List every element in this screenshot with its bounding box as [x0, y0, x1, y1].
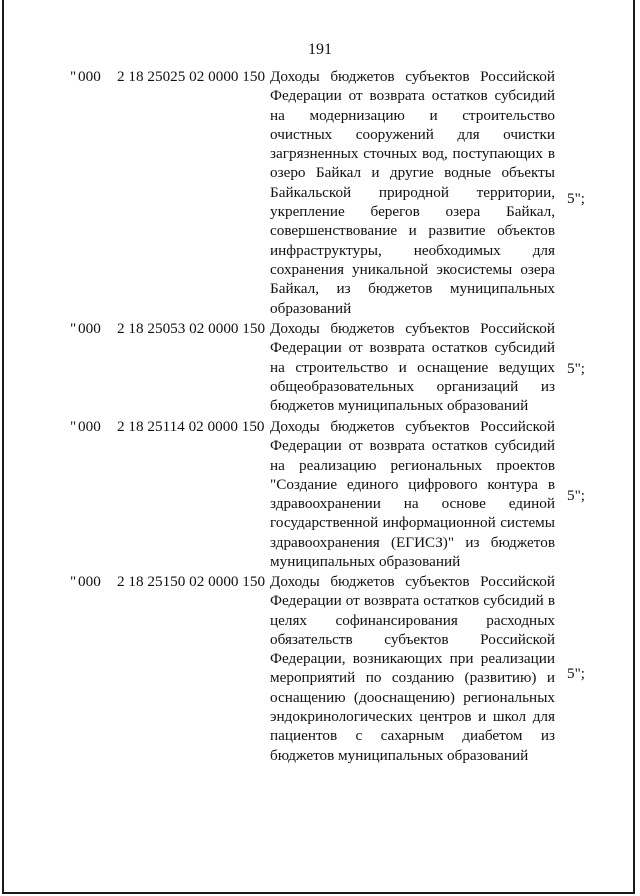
description-line: пациентов с сахарным диабетом из: [270, 727, 555, 745]
allocation-norm: 5";: [567, 190, 586, 207]
description-line: Федерации, возникающих при реализации: [270, 650, 555, 668]
income-description: [270, 319, 555, 415]
kbk-code: 2 18 25053 02 0000 150: [117, 320, 266, 337]
description-line: на реализацию региональных проектов: [270, 456, 555, 474]
description-line: обязательств субъектов Российской: [270, 630, 555, 648]
description-line: озеро Байкал и другие водные объекты: [270, 164, 555, 182]
admin-code: 000: [78, 68, 101, 85]
description-line: государственной информационной системы: [270, 514, 555, 532]
admin-code: 000: [78, 320, 101, 337]
opening-quote: ": [70, 418, 77, 435]
description-line: на модернизацию и строительство: [270, 106, 555, 124]
opening-quote: ": [70, 68, 77, 85]
kbk-code: 2 18 25025 02 0000 150: [117, 68, 266, 85]
description-line: Доходы бюджетов субъектов Российской: [270, 418, 555, 435]
description-line: совершенствование и развитие объектов: [270, 222, 555, 240]
allocation-norm: 5";: [567, 360, 586, 377]
description-line: оснащению (дооснащению) региональных: [270, 688, 555, 706]
description-line: Федерации от возврата остатков субсидий: [270, 339, 555, 357]
description-line: Федерации от возврата остатков субсидий: [270, 437, 555, 455]
income-description: [270, 572, 555, 765]
description-line: Федерации от возврата остатков субсидий: [270, 87, 555, 105]
description-line: мероприятий по созданию (развитию) и: [270, 669, 555, 687]
description-line: целях софинансирования расходных: [270, 611, 555, 629]
description-line: здравоохранении на основе единой: [270, 495, 555, 513]
income-description: [270, 67, 555, 318]
description-line: образований: [270, 299, 352, 317]
description-line: Доходы бюджетов субъектов Российской: [270, 68, 555, 85]
description-line: Байкальской природной территории,: [270, 183, 555, 201]
description-line: укрепление берегов озера Байкал,: [270, 203, 555, 221]
allocation-norm: 5";: [567, 487, 586, 504]
income-description: [270, 417, 555, 571]
description-line: общеобразовательных организаций из: [270, 377, 555, 395]
description-line: Федерации от возврата остатков субсидий в: [270, 592, 555, 610]
admin-code: 000: [78, 418, 101, 435]
description-line: Доходы бюджетов субъектов Российской: [270, 320, 555, 337]
description-line: на строительство и оснащение ведущих: [270, 358, 555, 376]
kbk-code: 2 18 25114 02 0000 150: [117, 418, 265, 435]
description-line: "Создание единого цифрового контура в: [270, 475, 555, 493]
description-line: Доходы бюджетов субъектов Российской: [270, 573, 555, 590]
allocation-norm: 5";: [567, 665, 586, 682]
kbk-code: 2 18 25150 02 0000 150: [117, 573, 266, 590]
description-line: бюджетов муниципальных образований: [270, 746, 529, 764]
description-line: инфраструктуры, необходимых для: [270, 241, 555, 259]
description-line: очистных сооружений для очистки: [270, 125, 555, 143]
description-line: здравоохранения (ЕГИСЗ)" из бюджетов: [270, 533, 555, 551]
description-line: сохранения уникальной экосистемы озера: [270, 260, 555, 278]
page-number: 191: [308, 41, 332, 58]
description-line: эндокринологических центров и школ для: [270, 708, 555, 726]
description-line: бюджетов муниципальных образований: [270, 397, 529, 415]
admin-code: 000: [78, 573, 101, 590]
description-line: муниципальных образований: [270, 553, 461, 571]
opening-quote: ": [70, 320, 77, 337]
opening-quote: ": [70, 573, 77, 590]
description-line: Байкал, из бюджетов муниципальных: [270, 280, 555, 298]
description-line: загрязненных сточных вод, поступающих в: [270, 145, 555, 163]
